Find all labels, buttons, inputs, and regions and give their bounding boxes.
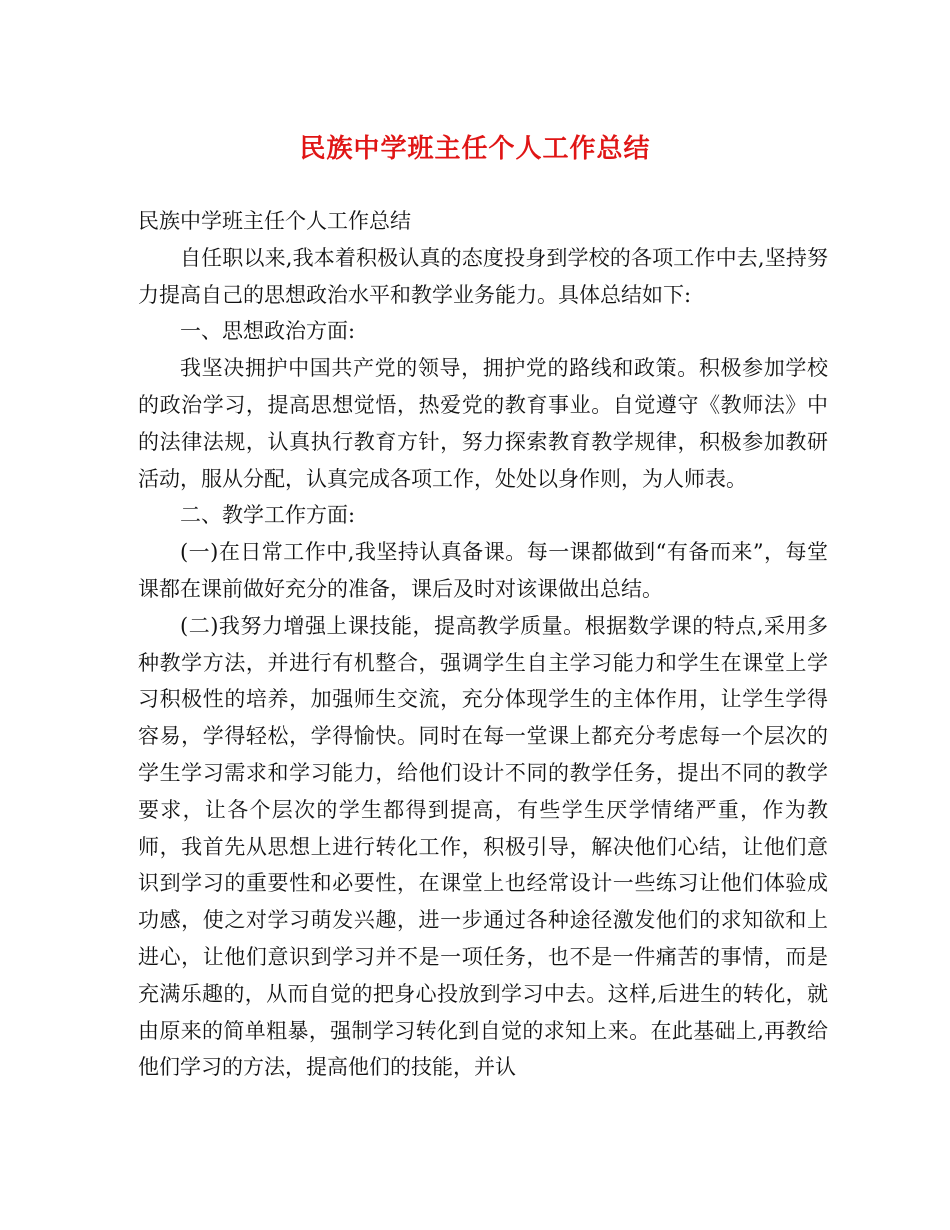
page-title: 民族中学班主任个人工作总结 — [299, 134, 651, 164]
paragraph-politics: 我坚决拥护中国共产党的领导，拥护党的路线和政策。积极参加学校的政治学习，提高思想觉悟，热爱党的教育事业。自觉遵守《教师法》中的法律法规，认真执行教育方针，努力探索教育教学规律，积极参加教研活动，服从分配，认真完成各项工作，处处以身作则，为人师表。 — [138, 356, 828, 491]
paragraph-intro: 自任职以来,我本着积极认真的态度投身到学校的各项工作中去,坚持努力提高自己的思想政治水平和教学业务能力。具体总结如下: — [138, 245, 828, 307]
document-body — [138, 203, 828, 1086]
section-heading-politics: 一、思想政治方面: — [180, 319, 356, 344]
section-heading-teaching: 二、教学工作方面: — [180, 503, 356, 528]
paragraph-teaching-2: (二)我努力增强上课技能，提高教学质量。根据数学课的特点,采用多种教学方法，并进行有机整合，强调学生自主学习能力和学生在课堂上学习积极性的培养，加强师生交流，充分体现学生的主体作用，让学生学得容易，学得轻松，学得愉快。同时在每一堂课上都充分考虑每一个层次的学生学习需求和学习能力，给他们设计不同的教学任务，提出不同的教学要求，让各个层次的学生都得到提高，有些学生厌学情绪严重，作为教师，我首先从思想上进行转化工作，积极引导，解决他们心结，让他们意识到学习的重要性和必要性，在课堂上也经常设计一些练习让他们体验成功感，使之对学习萌发兴趣，进一步通过各种途径激发他们的求知欲和上进心，让他们意识到学习并不是一项任务，也不是一件痛苦的事情，而是充满乐趣的，从而自觉的把身心投放到学习中去。这样,后进生的转化，就由原来的简单粗暴，强制学习转化到自觉的求知上来。在此基础上,再教给他们学习的方法，提高他们的技能，并认 — [138, 613, 828, 1080]
paragraph-teaching-1: (一)在日常工作中,我坚持认真备课。每一课都做到“有备而来”，每堂课都在课前做好充分的准备，课后及时对该课做出总结。 — [138, 540, 828, 601]
paragraph-subtitle: 民族中学班主任个人工作总结 — [138, 209, 411, 233]
